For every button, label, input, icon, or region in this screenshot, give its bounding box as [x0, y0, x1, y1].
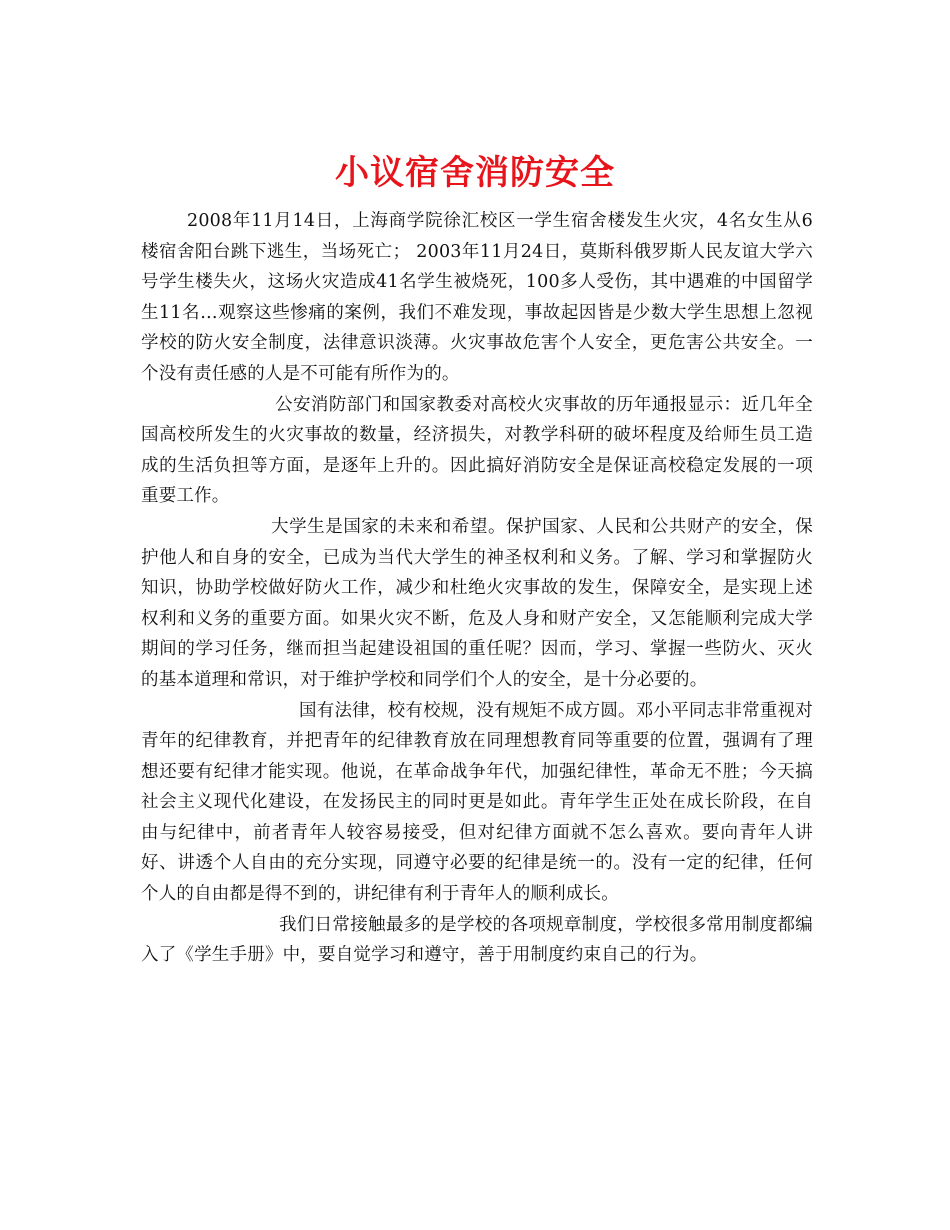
- paragraph-fire-statistics: 公安消防部门和国家教委对高校火灾事故的历年通报显示：近几年全国高校所发生的火灾事故的数量，经济损失，对教学科研的破坏程度及给师生员工造成的生活负担等方面，是逐年上升的。因此搞好消防安全是保证高校稳定发展的一项重要工作。: [141, 394, 813, 507]
- paragraph-discipline: 国有法律，校有校规，没有规矩不成方圆。邓小平同志非常重视对青年的纪律教育，并把青年的纪律教育放在同理想教育同等重要的位置，强调有了理想还要有纪律才能实现。他说，在革命战争年代，加强纪律性，革命无不胜；今天搞社会主义现代化建设，在发扬民主的同时更是如此。青年学生正处在成长阶段，在自由与纪律中，前者青年人较容易接受，但对纪律方面就不怎么喜欢。要向青年人讲好、讲透个人自由的充分实现，同遵守必要的纪律是统一的。没有一定的纪律，任何个人的自由都是得不到的，讲纪律有利于青年人的顺利成长。: [141, 700, 813, 905]
- page-title: 小议宿舍消防安全: [335, 152, 615, 193]
- document-body: [141, 206, 813, 971]
- paragraph-student-responsibility: 大学生是国家的未来和希望。保护国家、人民和公共财产的安全，保护他人和自身的安全，已成为当代大学生的神圣权利和义务。了解、学习和掌握防火知识，协助学校做好防火工作，减少和杜绝火灾事故的发生，保障安全，是实现上述权利和义务的重要方面。如果火灾不断，危及人身和财产安全，又怎能顺利完成大学期间的学习任务，继而担当起建设祖国的重任呢？因而，学习、掌握一些防火、灭火的基本道理和常识，对于维护学校和同学们个人的安全，是十分必要的。: [141, 516, 813, 690]
- paragraph-school-rules: 我们日常接触最多的是学校的各项规章制度，学校很多常用制度都编入了《学生手册》中，要自觉学习和遵守，善于用制度约束自己的行为。: [141, 914, 813, 966]
- paragraph-fire-cases: 2008年11月14日，上海商学院徐汇校区一学生宿舍楼发生火灾，4名女生从6楼宿舍阳台跳下逃生，当场死亡； 2003年11月24日，莫斯科俄罗斯人民友谊大学六号学生楼失火，这场火灾造成41名学生被烧死，100多人受伤，其中遇难的中国留学生11名…观察这些惨痛的案例，我们不难发现，事故起因皆是少数大学生思想上忽视学校的防火安全制度，法律意识淡薄。火灾事故危害个人安全，更危害公共安全。一个没有责任感的人是不可能有所作为的。: [141, 211, 813, 384]
